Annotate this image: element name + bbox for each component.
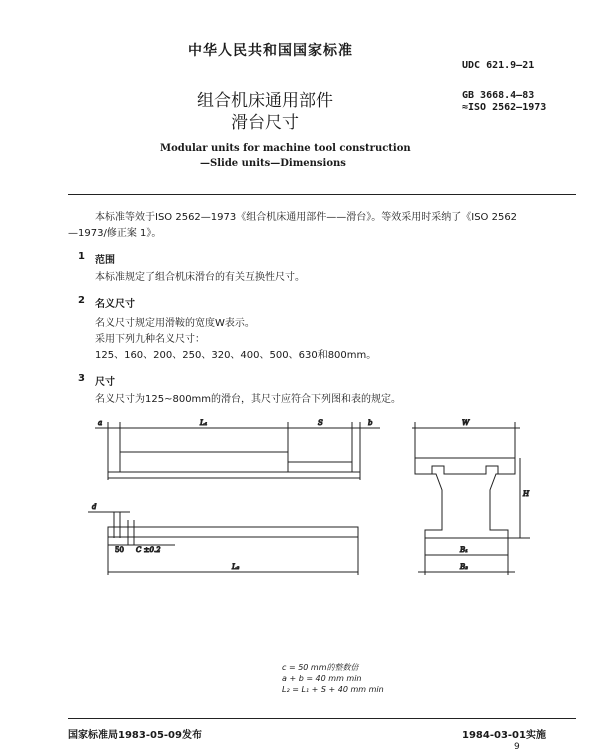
section-3-heading: 尺寸 [95, 377, 115, 388]
issue-date: 国家标准局1983-05-09发布 [68, 730, 202, 741]
figure-note-1: c = 50 mm的整数倍 [282, 663, 359, 672]
document-title: 组合机床通用部件 [197, 91, 333, 111]
standard-category-title: 中华人民共和国国家标准 [188, 43, 353, 59]
footer-divider [68, 718, 576, 719]
section-1-number: 1 [78, 251, 85, 262]
iso-equivalent: ≈ISO 2562—1973 [462, 102, 547, 113]
udc-code: UDC 621.9—21 [462, 60, 535, 71]
section-2-heading: 名义尺寸 [95, 299, 135, 310]
section-2-text-2: 采用下列九种名义尺寸： [95, 334, 205, 345]
label-c: C ±0.2 [136, 546, 161, 554]
label-b: b [368, 419, 373, 427]
section-2-text-1: 名义尺寸规定用滑鞍的宽度W表示。 [95, 318, 255, 329]
label-b1: B₁ [460, 546, 468, 554]
section-1-text: 本标准规定了组合机床滑台的有关互换性尺寸。 [95, 272, 305, 283]
label-h: H [523, 490, 530, 498]
label-d: d [92, 503, 97, 511]
section-3-text: 名义尺寸为125~800mm的滑台，其尺寸应符合下列图和表的规定。 [95, 394, 402, 405]
intro-line1: 本标准等效于ISO 2562—1973《组合机床通用部件——滑台》。等效采用时采纳了《ISO 2562 [95, 212, 518, 223]
label-b2: B₂ [460, 563, 468, 571]
english-title-line2: —Slide units—Dimensions [200, 158, 346, 169]
section-2-text-3: 125、160、200、250、320、400、500、630和800mm。 [95, 350, 377, 361]
intro-line2: —1973/修正案 1》。 [68, 228, 162, 239]
label-l2: L₂ [232, 563, 240, 571]
section-3-number: 3 [78, 373, 85, 384]
figure-note-3: L₂ = L₁ + S + 40 mm min [282, 685, 384, 694]
saddle-profile [415, 458, 515, 474]
english-title-line1: Modular units for machine tool construction [160, 143, 411, 154]
label-s: S [318, 419, 323, 427]
label-50: 50 [115, 546, 124, 554]
figure-note-2: a + b = 40 mm min [282, 674, 362, 683]
label-w: W [462, 419, 470, 427]
section-1-heading: 范围 [95, 255, 115, 266]
effective-date: 1984-03-01实施 [462, 730, 546, 741]
section-2-number: 2 [78, 295, 85, 306]
base-profile [425, 474, 508, 538]
document-subtitle: 滑台尺寸 [231, 113, 299, 133]
page-number: 9 [514, 742, 520, 752]
gb-number: GB 3668.4—83 [462, 90, 535, 101]
label-a: a [98, 419, 103, 427]
label-l1: L₁ [200, 419, 208, 427]
